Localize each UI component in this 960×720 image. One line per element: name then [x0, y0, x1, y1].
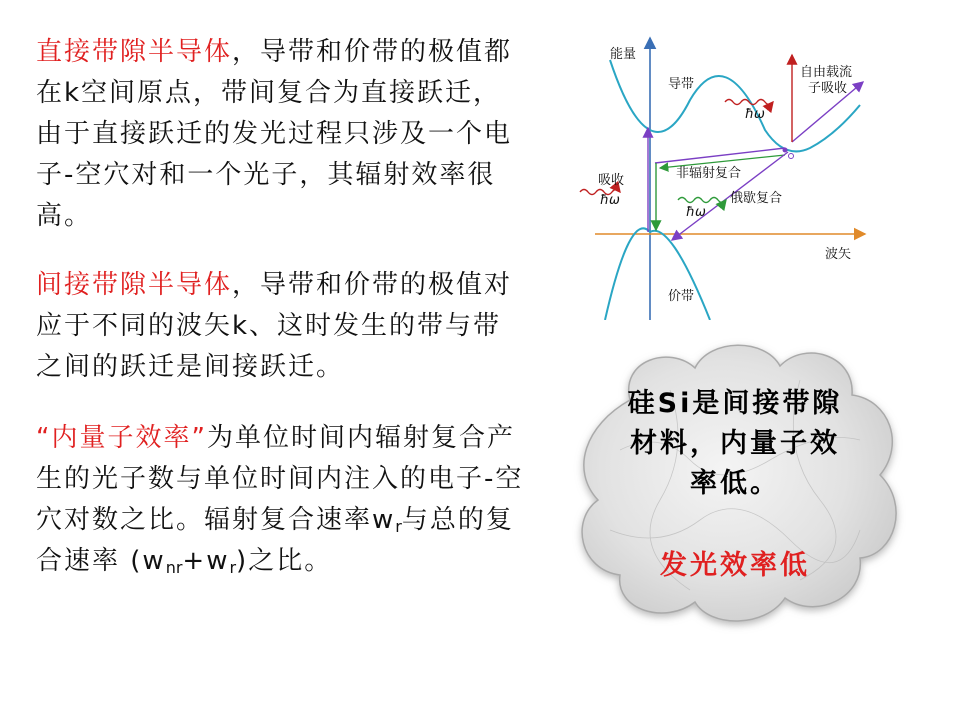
wavevector-axis-label: 波矢	[825, 247, 852, 262]
electron-dot	[783, 148, 788, 153]
auger-label: 俄歇复合	[730, 191, 783, 206]
cloud-text-silicon: 硅Si是间接带隙材料，内量子效率低。	[627, 388, 843, 499]
free-carrier-label	[800, 64, 856, 96]
valence-band-curve	[605, 228, 710, 320]
indirect-bandgap-text: ，导带和价带的极值对应于不同的波矢k、这时发生的带与带之间的跃迁是间接跃迁。	[36, 270, 513, 382]
energy-axis-label: 能量	[610, 47, 637, 62]
band-diagram	[560, 20, 880, 320]
photon-label-emission: ħω	[686, 205, 706, 220]
term-indirect-bandgap: 间接带隙半导体	[36, 270, 233, 300]
efficiency-text-2: 与总的复合速率 (w	[36, 505, 514, 576]
conduction-band-label: 导带	[668, 77, 695, 92]
term-direct-bandgap: 直接带隙半导体	[36, 37, 233, 67]
emission-wave	[678, 198, 726, 203]
efficiency-text-3: +w	[182, 546, 230, 576]
free-carrier-label-line2: 子吸收	[808, 81, 848, 96]
efficiency-text-1: 为单位时间内辐射复合产生的光子数与单位时间内注入的电子-空穴对数之比。辐射复合速率w	[36, 423, 524, 535]
hole-dot	[789, 154, 794, 159]
free-carrier-label-line1: 自由载流	[800, 65, 853, 80]
subscript-r: r	[229, 558, 237, 577]
upper-transition-line	[655, 148, 785, 163]
term-internal-quantum-efficiency: “内量子效率”	[36, 423, 207, 453]
absorption-label: 吸收	[598, 173, 625, 188]
paragraph-quantum-efficiency	[36, 418, 526, 582]
photon-label-free-carrier: ħω	[745, 107, 765, 122]
subscript-nr: nr	[165, 558, 183, 577]
efficiency-text-4: )之比。	[236, 546, 333, 576]
valence-band-label: 价带	[668, 289, 695, 304]
paragraph-indirect-bandgap	[36, 265, 526, 388]
photon-label-absorption: ħω	[600, 193, 620, 208]
cloud-text-low-efficiency: 发光效率低	[660, 550, 810, 581]
direct-bandgap-text: ，导带和价带的极值都在k空间原点，带间复合为直接跃迁，由于直接跃迁的发光过程只涉及一个电子-空穴对和一个光子，其辐射效率很高。	[36, 37, 513, 231]
paragraph-direct-bandgap	[36, 32, 526, 237]
subscript-r: r	[395, 517, 402, 536]
nonradiative-label: 非辐射复合	[676, 166, 742, 181]
